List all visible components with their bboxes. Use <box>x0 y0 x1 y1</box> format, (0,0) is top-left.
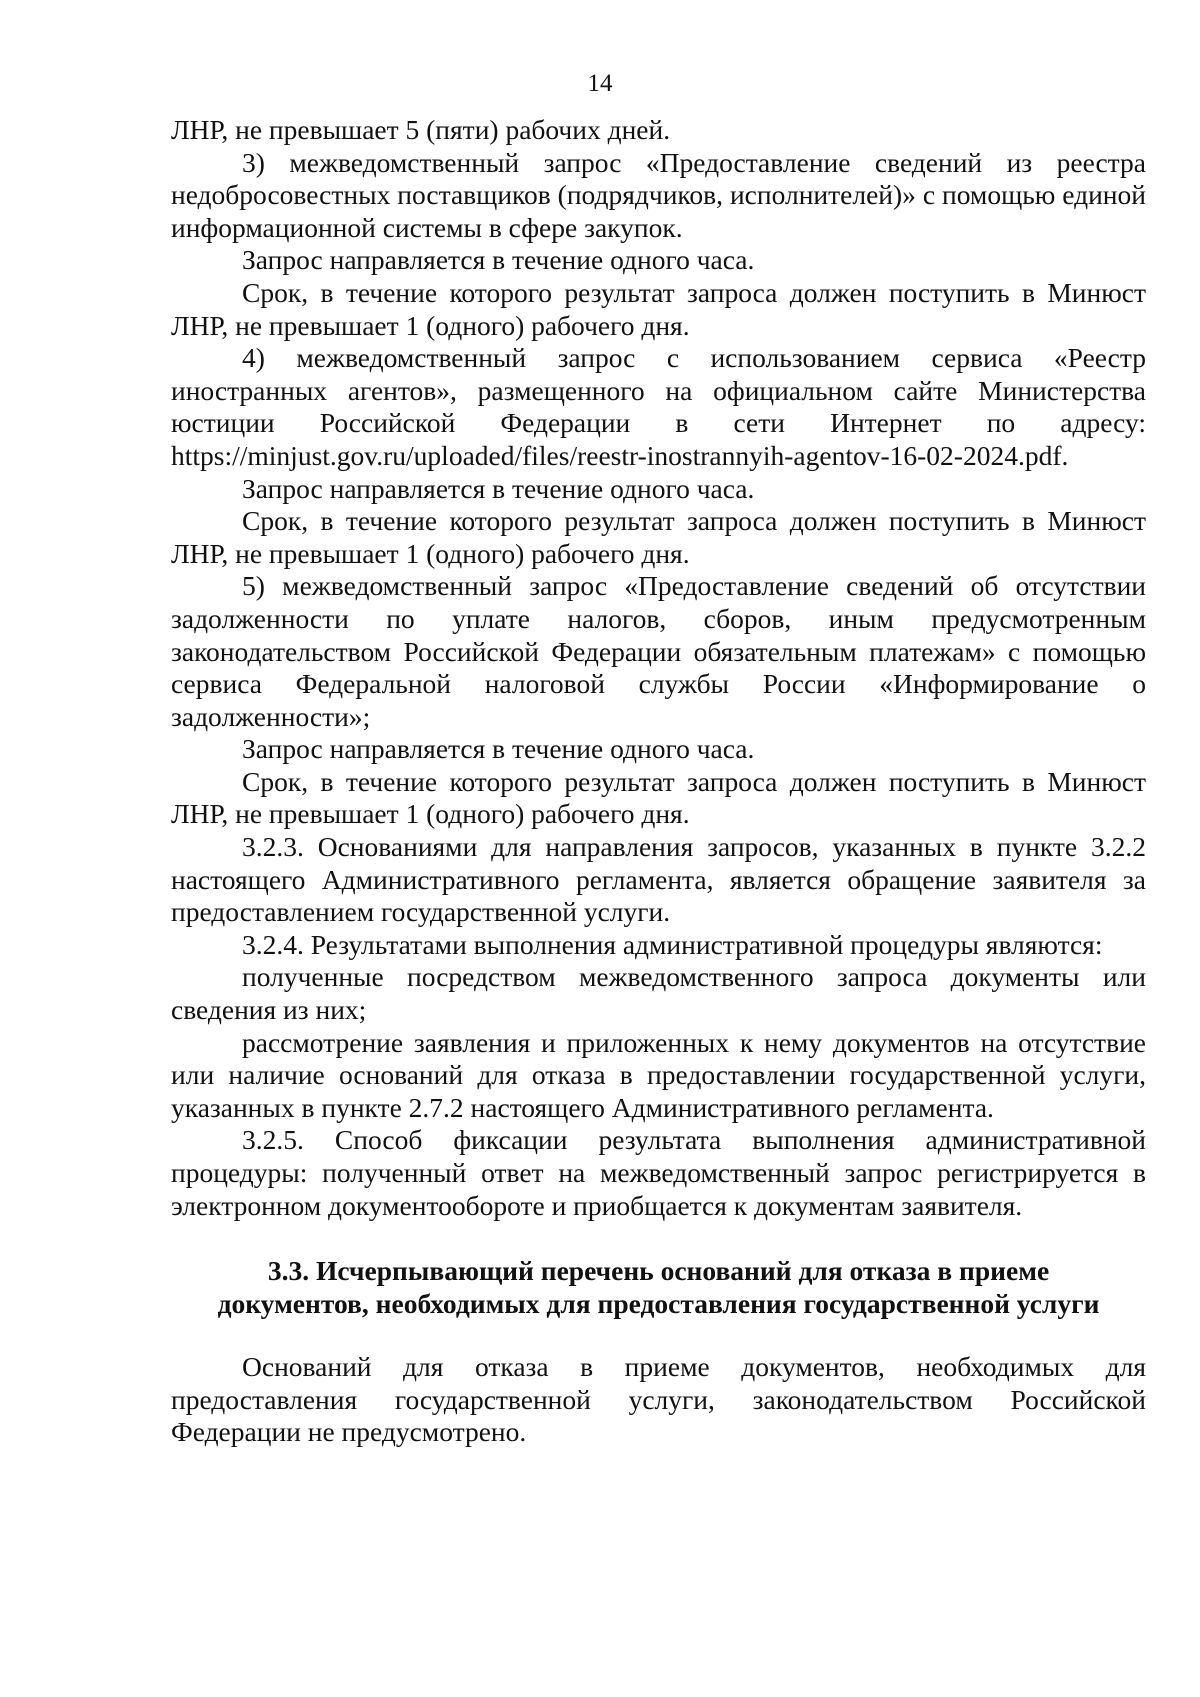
paragraph-request-time: Запрос направляется в течение одного часа. <box>242 733 755 765</box>
paragraph-continuation: ЛНР, не превышает 5 (пяти) рабочих дней. <box>171 114 671 145</box>
paragraph-deadline: Срок, в течение которого результат запроса должен поступить в Минюст ЛНР, не превышает 1 (одного) рабочего дня. <box>171 765 1146 830</box>
paragraph-result-1: полученные посредством межведомственного запроса документы или сведения из них; <box>171 961 1146 1026</box>
paragraph-url: https://minjust.gov.ru/uploaded/files/reestr-inostrannyih-agentov-16-02-2024.pdf. <box>171 439 1069 471</box>
section-heading <box>171 1254 1146 1320</box>
paragraph-item-4: 4) межведомственный запрос с использованием сервиса «Реестр иностранных агентов», размещенного на официальном сайте Министерства юстиции Российской Федерации в сети Интернет по адресу: <box>171 342 1146 439</box>
document-body <box>171 114 1146 1449</box>
paragraph-deadline: Срок, в течение которого результат запроса должен поступить в Минюст ЛНР, не превышает 1 (одного) рабочего дня. <box>171 505 1146 569</box>
section-heading-line-1: 3.3. Исчерпывающий перечень оснований для отказа в приеме <box>267 1255 1050 1287</box>
section-heading-line-2: документов, необходимых для предоставления государственной услуги <box>217 1288 1100 1320</box>
paragraph-request-time: Запрос направляется в течение одного часа. <box>242 472 755 504</box>
paragraph-item-3: 3) межведомственный запрос «Предоставление сведений из реестра недобросовестных поставщиков (подрядчиков, исполнителей)» с помощью единой информационной системы в сфере закупок. <box>171 146 1146 243</box>
paragraph-result-2: рассмотрение заявления и приложенных к нему документов на отсутствие или наличие оснований для отказа в предоставлении государственной услуги, указанных в пункте 2.7.2 настоящего Административного регламента. <box>171 1026 1146 1123</box>
paragraph-3-2-5: 3.2.5. Способ фиксации результата выполнения административной процедуры: полученный ответ на межведомственный запрос регистрируется в электронном документообороте и приобщается к документам заявителя. <box>171 1124 1146 1221</box>
paragraph-deadline: Срок, в течение которого результат запроса должен поступить в Минюст ЛНР, не превышает 1 (одного) рабочего дня. <box>171 276 1146 341</box>
page-number: 14 <box>587 70 613 97</box>
paragraph-request-time: Запрос направляется в течение одного часа. <box>242 244 755 276</box>
paragraph-item-5: 5) межведомственный запрос «Предоставление сведений об отсутствии задолженности по уплате налогов, сборов, иным предусмотренным законодательством Российской Федерации обязательным платежам» с помощью сервиса Федеральной налоговой службы России «Информирование о задолженности»; <box>171 570 1146 732</box>
paragraph-section-3-3: Оснований для отказа в приеме документов, необходимых для предоставления государственной услуги, законодательством Российской Федерации не предусмотрено. <box>171 1351 1146 1448</box>
paragraph-3-2-3: 3.2.3. Основаниями для направления запросов, указанных в пункте 3.2.2 настоящего Административного регламента, является обращение заявителя за предоставлением государственной услуги. <box>171 831 1146 928</box>
paragraph-3-2-4: 3.2.4. Результатами выполнения административной процедуры являются: <box>242 928 1103 960</box>
